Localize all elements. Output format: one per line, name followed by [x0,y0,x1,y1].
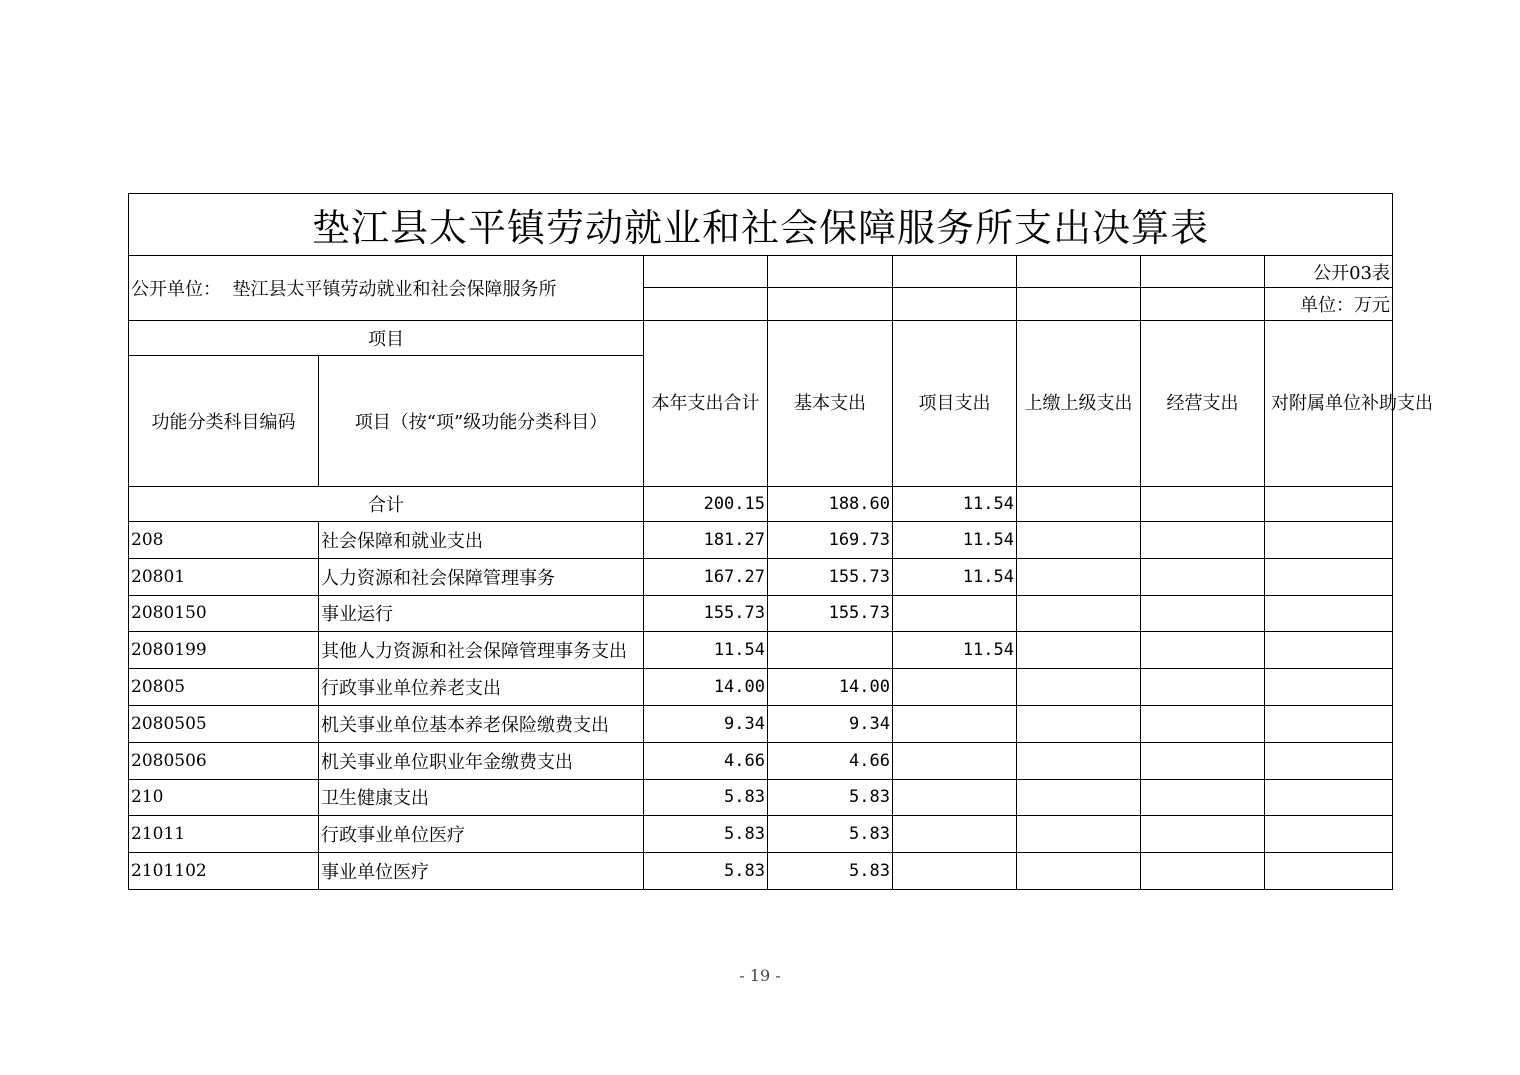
total-amount: 200.15 [644,487,768,522]
blank-cell [644,256,768,288]
project-amount [893,705,1017,742]
blank-cell [768,288,893,321]
project-amount: 11.54 [893,632,1017,669]
upper-amount [1017,522,1141,559]
subsidiary-amount [1265,669,1393,706]
table-row [129,816,1393,853]
business-amount [1141,595,1265,632]
category-code: 2080505 [129,705,319,742]
upper-amount [1017,853,1141,890]
project-amount: 11.54 [893,522,1017,559]
expenditure-table [128,193,1433,890]
total-amount: 181.27 [644,522,768,559]
category-code: 2080150 [129,595,319,632]
basic-amount: 155.73 [768,558,893,595]
category-code: 208 [129,522,319,559]
upper-amount [1017,816,1141,853]
header-total: 本年支出合计 [644,321,768,487]
total-row [129,487,1393,522]
category-code: 20805 [129,669,319,706]
expenditure-sheet [128,193,1433,890]
header-subsidiary: 对附属单位补助支出 [1265,321,1393,487]
project-amount: 11.54 [893,558,1017,595]
header-basic: 基本支出 [768,321,893,487]
table-row [129,779,1393,816]
upper-amount [1017,779,1141,816]
project-amount [893,779,1017,816]
business-amount [1141,522,1265,559]
subsidiary-amount [1265,558,1393,595]
table-title: 垫江县太平镇劳动就业和社会保障服务所支出决算表 [129,194,1393,256]
table-row [129,705,1393,742]
total-amount: 155.73 [644,595,768,632]
total-project: 11.54 [893,487,1017,522]
category-code: 20801 [129,558,319,595]
blank-cell [1141,256,1265,288]
basic-amount: 169.73 [768,522,893,559]
upper-amount [1017,705,1141,742]
upper-amount [1017,558,1141,595]
category-code: 2080506 [129,742,319,779]
total-basic: 188.60 [768,487,893,522]
business-amount [1141,669,1265,706]
project-amount [893,595,1017,632]
upper-amount [1017,742,1141,779]
total-label: 合计 [129,487,644,522]
project-amount [893,816,1017,853]
subsidiary-amount [1265,853,1393,890]
business-amount [1141,816,1265,853]
category-name: 行政事业单位医疗 [319,816,644,853]
subsidiary-amount [1265,595,1393,632]
business-amount [1141,558,1265,595]
table-row [129,853,1393,890]
total-amount: 167.27 [644,558,768,595]
category-code: 2101102 [129,853,319,890]
blank-cell [1017,288,1141,321]
subsidiary-amount [1265,632,1393,669]
total-subsidiary [1265,487,1393,522]
total-business [1141,487,1265,522]
total-amount: 9.34 [644,705,768,742]
table-row [129,522,1393,559]
unit-label: 公开单位： [131,279,221,300]
business-amount [1141,705,1265,742]
header-project-expenditure: 项目支出 [893,321,1017,487]
blank-cell [893,256,1017,288]
upper-amount [1017,632,1141,669]
page-number: - 19 - [739,966,781,985]
project-amount [893,742,1017,779]
category-name: 机关事业单位基本养老保险缴费支出 [319,705,644,742]
blank-cell [644,288,768,321]
category-name: 卫生健康支出 [319,779,644,816]
total-amount: 5.83 [644,853,768,890]
subsidiary-amount [1265,522,1393,559]
basic-amount: 14.00 [768,669,893,706]
table-row [129,742,1393,779]
category-name: 人力资源和社会保障管理事务 [319,558,644,595]
basic-amount: 9.34 [768,705,893,742]
category-code: 210 [129,779,319,816]
category-name: 机关事业单位职业年金缴费支出 [319,742,644,779]
subsidiary-amount [1265,705,1393,742]
blank-cell [1141,288,1265,321]
project-amount [893,669,1017,706]
total-amount: 5.83 [644,779,768,816]
basic-amount [768,632,893,669]
category-code: 21011 [129,816,319,853]
table-row [129,669,1393,706]
basic-amount: 5.83 [768,853,893,890]
category-name: 社会保障和就业支出 [319,522,644,559]
header-upper-payment: 上缴上级支出 [1017,321,1141,487]
basic-amount: 5.83 [768,816,893,853]
total-upper [1017,487,1141,522]
upper-amount [1017,595,1141,632]
basic-amount: 155.73 [768,595,893,632]
business-amount [1141,632,1265,669]
total-amount: 5.83 [644,816,768,853]
publishing-unit [129,256,644,321]
total-amount: 4.66 [644,742,768,779]
total-amount: 11.54 [644,632,768,669]
blank-cell [893,288,1017,321]
subsidiary-amount [1265,742,1393,779]
category-name: 事业运行 [319,595,644,632]
category-code: 2080199 [129,632,319,669]
blank-cell [1017,256,1141,288]
header-business: 经营支出 [1141,321,1265,487]
category-name: 其他人力资源和社会保障管理事务支出 [319,632,644,669]
subsidiary-amount [1265,779,1393,816]
table-row [129,558,1393,595]
category-name: 事业单位医疗 [319,853,644,890]
table-row [129,632,1393,669]
business-amount [1141,853,1265,890]
table-code: 公开03表 [1265,256,1393,288]
subsidiary-amount [1265,816,1393,853]
total-amount: 14.00 [644,669,768,706]
business-amount [1141,742,1265,779]
project-amount [893,853,1017,890]
currency-unit: 单位：万元 [1265,288,1393,321]
table-row [129,595,1393,632]
upper-amount [1017,669,1141,706]
business-amount [1141,779,1265,816]
basic-amount: 5.83 [768,779,893,816]
header-func-code: 功能分类科目编码 [129,356,319,487]
category-name: 行政事业单位养老支出 [319,669,644,706]
header-project: 项目 [129,321,644,356]
header-item-name: 项目（按“项”级功能分类科目） [319,356,644,487]
blank-cell [768,256,893,288]
unit-name: 垫江县太平镇劳动就业和社会保障服务所 [232,279,557,300]
basic-amount: 4.66 [768,742,893,779]
